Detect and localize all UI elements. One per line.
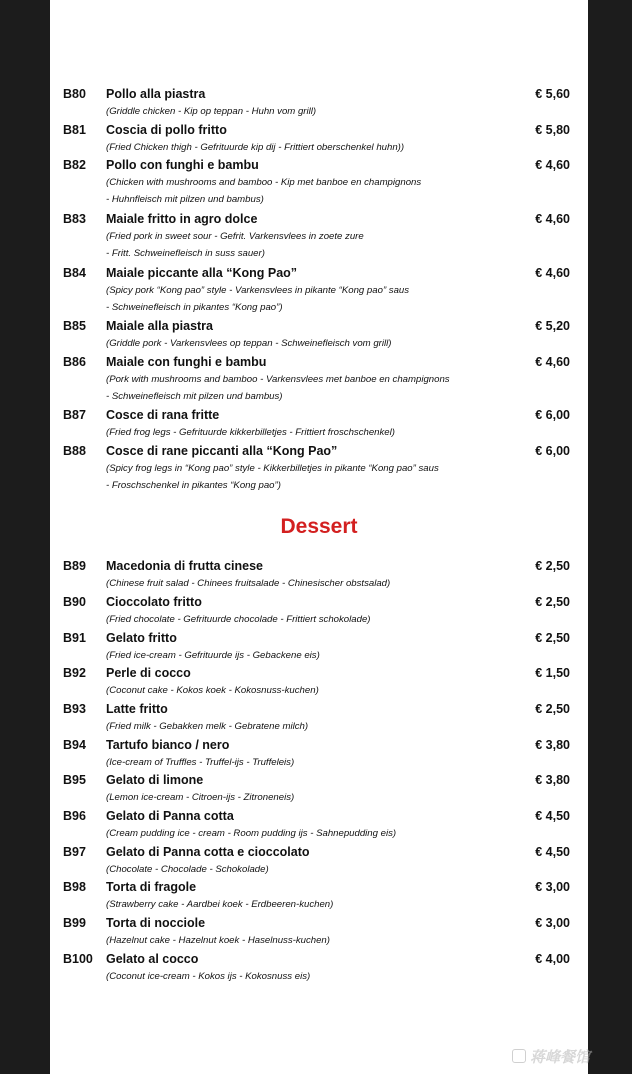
- item-name: Torta di fragole: [106, 880, 197, 894]
- description-line: (Fried Chicken thigh - Gefrituurde kip dij - Frittiert oberschenkel huhn)): [106, 142, 405, 153]
- camera-icon: [512, 1049, 526, 1063]
- item-code: B80: [63, 87, 86, 101]
- description-line: (Chinese fruit salad - Chinees fruitsalade - Chinesischer obstsalad): [106, 578, 391, 589]
- item-description: [106, 174, 421, 208]
- description-line: (Hazelnut cake - Hazelnut koek - Haselnuss-kuchen): [106, 935, 330, 946]
- item-name: Gelato di Panna cotta: [106, 809, 234, 823]
- description-line: (Fried pork in sweet sour - Gefrit. Varkensvlees in zoete zure: [106, 231, 364, 242]
- watermark-text: 蒋峰餐馆: [530, 1048, 591, 1066]
- item-name: Coscia di pollo fritto: [106, 123, 227, 137]
- item-description: [106, 335, 391, 352]
- item-description: [106, 789, 294, 806]
- item-price: € 3,80: [535, 738, 570, 752]
- item-name: Gelato al cocco: [106, 952, 199, 966]
- item-description: [106, 371, 450, 405]
- item-code: B82: [63, 158, 86, 172]
- description-line: (Ice-cream of Truffles - Truffel-ijs - Truffeleis): [106, 757, 295, 768]
- item-description: [106, 896, 333, 913]
- description-line: (Pork with mushrooms and bamboo - Varkensvlees met banboe en champignons: [106, 374, 450, 385]
- item-code: B86: [63, 355, 86, 369]
- item-description: [106, 575, 390, 592]
- item-price: € 4,60: [535, 212, 570, 226]
- item-code: B91: [63, 631, 86, 645]
- section-title-dessert: Dessert: [280, 515, 358, 538]
- item-description: [106, 103, 316, 120]
- description-line: - Schweinefleisch mit pilzen und bambus): [106, 391, 283, 402]
- item-price: € 3,00: [535, 916, 570, 930]
- item-code: B87: [63, 408, 86, 422]
- menu-page: [50, 0, 591, 1074]
- item-name: Torta di nocciole: [106, 916, 206, 930]
- item-code: B83: [63, 212, 86, 226]
- item-description: [106, 139, 404, 156]
- item-name: Gelato di Panna cotta e cioccolato: [106, 845, 310, 859]
- description-line: (Chicken with mushrooms and bamboo - Kip met banboe en champignons: [106, 177, 422, 188]
- item-code: B100: [63, 952, 93, 966]
- item-description: [106, 825, 396, 842]
- item-description: [106, 611, 370, 628]
- item-name: Latte fritto: [106, 702, 168, 716]
- item-price: € 5,60: [535, 87, 570, 101]
- item-price: € 5,20: [535, 319, 570, 333]
- item-price: € 2,50: [535, 702, 570, 716]
- watermark: [512, 1043, 630, 1069]
- description-line: (Spicy frog legs in “Kong pao” style - Kikkerbilletjes in pikante “Kong pao” saus: [106, 463, 439, 474]
- item-name: Maiale alla piastra: [106, 319, 214, 333]
- item-price: € 4,60: [535, 158, 570, 172]
- item-code: B97: [63, 845, 86, 859]
- item-price: € 4,50: [535, 845, 570, 859]
- item-description: [106, 424, 395, 441]
- item-code: B93: [63, 702, 86, 716]
- description-line: (Chocolate - Chocolade - Schokolade): [106, 864, 269, 875]
- item-code: B85: [63, 319, 86, 333]
- description-line: (Strawberry cake - Aardbei koek - Erdbeeren-kuchen): [106, 899, 334, 910]
- item-name: Macedonia di frutta cinese: [106, 559, 263, 573]
- description-line: - Fritt. Schweinefleisch in suss sauer): [106, 248, 265, 259]
- item-description: [106, 754, 294, 771]
- item-code: B84: [63, 266, 86, 280]
- item-name: Maiale con funghi e bambu: [106, 355, 267, 369]
- item-price: € 2,50: [535, 631, 570, 645]
- item-code: B81: [63, 123, 86, 137]
- item-code: B88: [63, 444, 86, 458]
- left-border: [0, 0, 50, 1074]
- item-description: [106, 228, 364, 262]
- item-name: Tartufo bianco / nero: [106, 738, 230, 752]
- item-description: [106, 861, 269, 878]
- item-name: Pollo con funghi e bambu: [106, 158, 259, 172]
- item-name: Maiale piccante alla “Kong Pao”: [106, 266, 298, 280]
- item-price: € 4,00: [535, 952, 570, 966]
- item-price: € 6,00: [535, 408, 570, 422]
- description-line: (Lemon ice-cream - Citroen-ijs - Zitroneneis): [106, 792, 295, 803]
- item-price: € 6,00: [535, 444, 570, 458]
- item-name: Gelato fritto: [106, 631, 177, 645]
- description-line: - Huhnfleisch mit pilzen und bambus): [106, 194, 264, 205]
- item-price: € 3,80: [535, 773, 570, 787]
- item-description: [106, 460, 439, 494]
- item-name: Cosce di rana fritte: [106, 408, 220, 422]
- description-line: (Griddle pork - Varkensvlees op teppan - Schweinefleisch vom grill): [106, 338, 392, 349]
- item-description: [106, 968, 310, 985]
- item-description: [106, 647, 320, 664]
- item-name: Perle di cocco: [106, 666, 191, 680]
- description-line: - Schweinefleisch in pikantes “Kong pao”): [106, 302, 283, 313]
- item-code: B89: [63, 559, 86, 573]
- item-code: B92: [63, 666, 86, 680]
- item-name: Maiale fritto in agro dolce: [106, 212, 258, 226]
- item-description: [106, 282, 409, 316]
- item-code: B98: [63, 880, 86, 894]
- item-description: [106, 682, 319, 699]
- item-code: B94: [63, 738, 86, 752]
- item-price: € 3,00: [535, 880, 570, 894]
- item-price: € 4,50: [535, 809, 570, 823]
- description-line: (Coconut cake - Kokos koek - Kokosnuss-kuchen): [106, 685, 319, 696]
- description-line: (Spicy pork “Kong pao” style - Varkensvlees in pikante “Kong pao” saus: [106, 285, 410, 296]
- item-name: Cioccolato fritto: [106, 595, 202, 609]
- right-border: [588, 0, 632, 1074]
- description-line: - Froschschenkel in pikantes “Kong pao”): [106, 480, 281, 491]
- description-line: (Fried milk - Gebakken melk - Gebratene milch): [106, 721, 309, 732]
- item-code: B90: [63, 595, 86, 609]
- description-line: (Coconut ice-cream - Kokos ijs - Kokosnuss eis): [106, 971, 311, 982]
- description-line: (Griddle chicken - Kip op teppan - Huhn vom grill): [106, 106, 317, 117]
- item-price: € 1,50: [535, 666, 570, 680]
- item-price: € 2,50: [535, 559, 570, 573]
- item-name: Gelato di limone: [106, 773, 204, 787]
- item-code: B99: [63, 916, 86, 930]
- item-code: B96: [63, 809, 86, 823]
- item-description: [106, 932, 330, 949]
- description-line: (Fried frog legs - Gefrituurde kikkerbilletjes - Frittiert froschschenkel): [106, 427, 395, 438]
- item-name: Cosce di rane piccanti alla “Kong Pao”: [106, 444, 338, 458]
- item-price: € 5,80: [535, 123, 570, 137]
- description-line: (Fried ice-cream - Gefrituurde ijs - Gebackene eis): [106, 650, 320, 661]
- description-line: (Fried chocolate - Gefrituurde chocolade - Frittiert schokolade): [106, 614, 371, 625]
- item-price: € 4,60: [535, 266, 570, 280]
- item-description: [106, 718, 308, 735]
- item-price: € 4,60: [535, 355, 570, 369]
- item-code: B95: [63, 773, 86, 787]
- item-name: Pollo alla piastra: [106, 87, 206, 101]
- item-price: € 2,50: [535, 595, 570, 609]
- description-line: (Cream pudding ice - cream - Room pudding ijs - Sahnepudding eis): [106, 828, 397, 839]
